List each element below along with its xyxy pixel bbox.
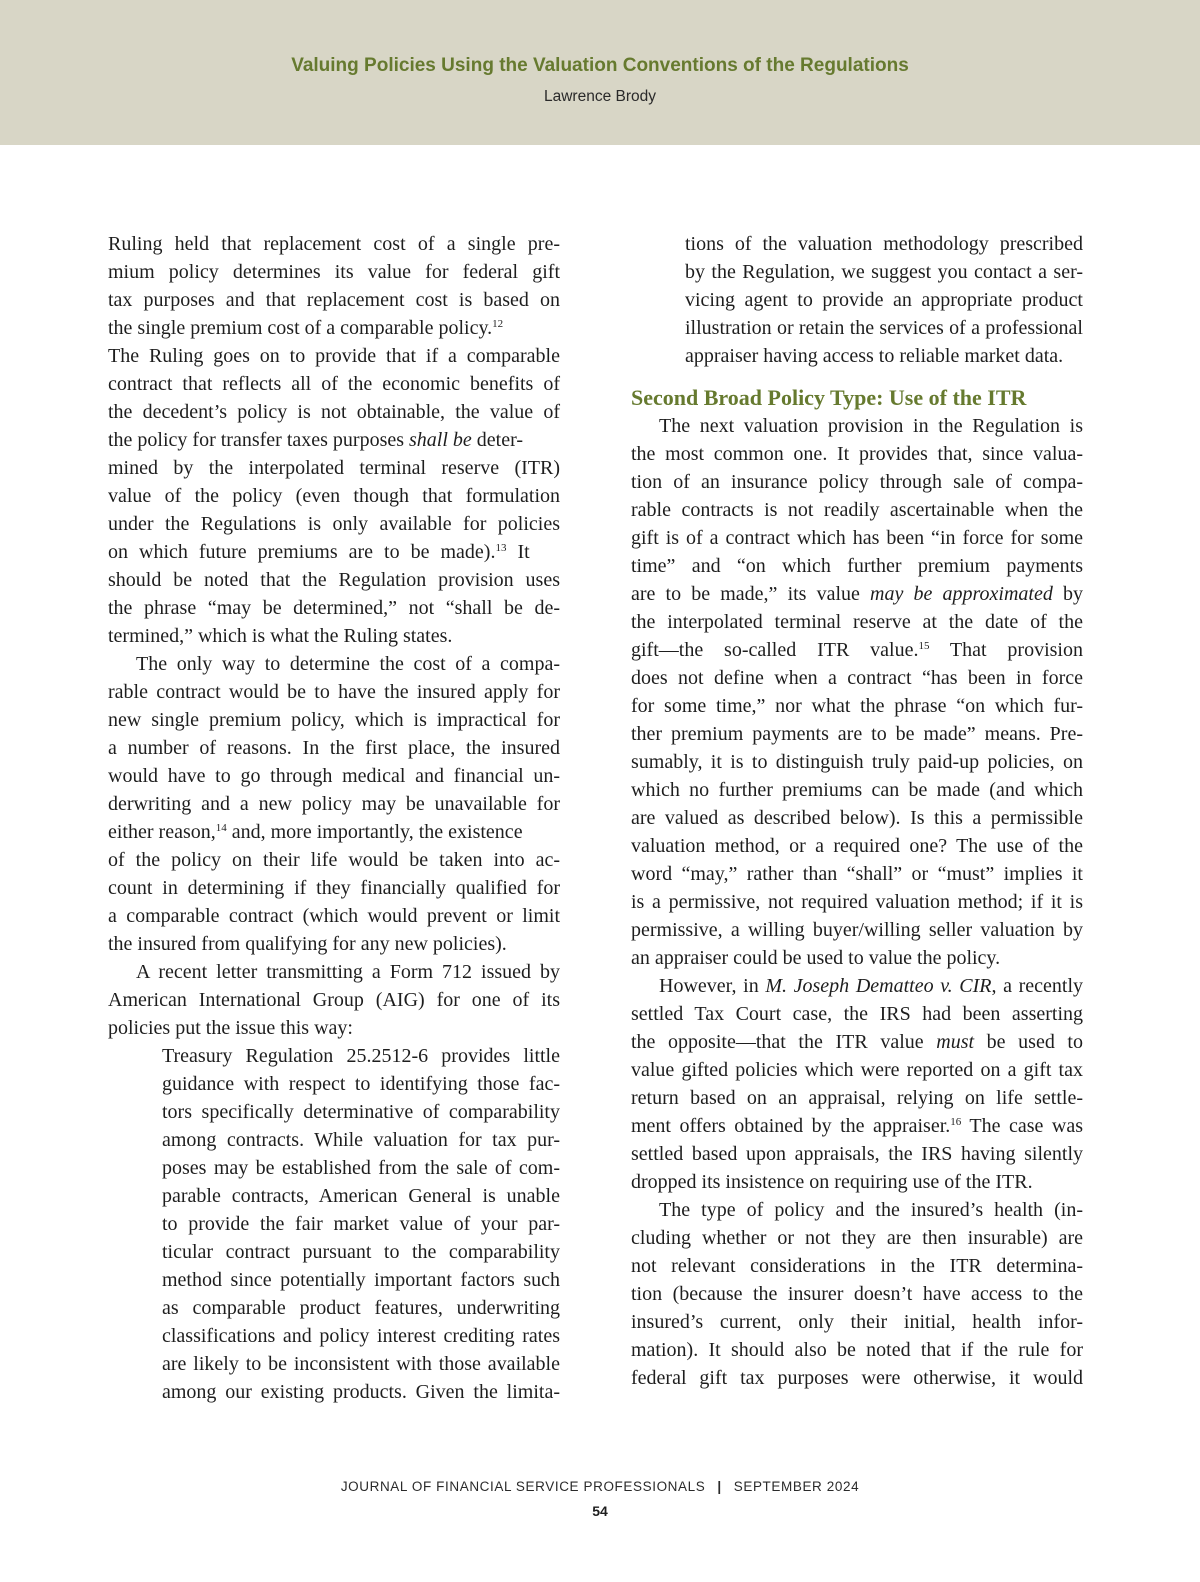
text-line: dropped its insistence on requiring use of the ITR. xyxy=(631,1171,1033,1193)
text-line: the most common one. It provides that, since valua- xyxy=(631,443,1083,465)
left-column xyxy=(108,230,560,1406)
quote-line: among our existing products. Given the limita- xyxy=(162,1381,560,1403)
text-line: are to be made,” its value may be approximated by xyxy=(631,583,1084,605)
text-line: an appraiser could be used to value the policy. xyxy=(631,947,1001,969)
text-line: return based on an appraisal, relying on life settle- xyxy=(631,1087,1083,1109)
text-line: is a permissive, not required valuation method; if it is xyxy=(631,891,1083,913)
text-line: rable contracts is not readily ascertainable when the xyxy=(631,499,1083,521)
text-line: which no further premiums can be made (and which xyxy=(631,779,1083,801)
text-line: contract that reflects all of the economic benefits of xyxy=(108,373,560,395)
text-line: American International Group (AIG) for one of its xyxy=(108,989,560,1011)
text-line: the interpolated terminal reserve at the date of the xyxy=(631,611,1083,633)
text-line: are valued as described below). Is this a permissible xyxy=(631,807,1083,829)
text-line: Ruling held that replacement cost of a single pre- xyxy=(108,233,560,255)
quote-line: as comparable product features, underwriting xyxy=(162,1297,560,1319)
block-quote-continued xyxy=(685,230,1083,370)
text-line: a number of reasons. In the first place, the insured xyxy=(108,737,560,759)
text-line: the insured from qualifying for any new policies). xyxy=(108,933,507,955)
text-line: under the Regulations is only available for policies xyxy=(108,513,560,535)
journal-name: JOURNAL OF FINANCIAL SERVICE PROFESSIONALS xyxy=(340,1479,706,1494)
text-line: a comparable contract (which would prevent or limit xyxy=(108,905,560,927)
text-line: the opposite—that the ITR value must be used to xyxy=(631,1031,1083,1053)
text-line: mation). It should also be noted that if the rule for xyxy=(631,1339,1083,1361)
text-line: permissive, a willing buyer/willing seller valuation by xyxy=(631,919,1083,941)
quote-line: illustration or retain the services of a professional xyxy=(685,317,1083,339)
text-line: rable contract would be to have the insured apply for xyxy=(108,681,560,703)
page-footer xyxy=(0,1479,1200,1494)
quote-line: classifications and policy interest crediting rates xyxy=(162,1325,560,1347)
text-line: should be noted that the Regulation provision uses xyxy=(108,569,560,591)
page-number: 54 xyxy=(592,1503,608,1519)
text-line: The next valuation provision in the Regulation is xyxy=(659,415,1083,437)
text-line: policies put the issue this way: xyxy=(108,1017,353,1039)
text-line: insured’s current, only their initial, health infor- xyxy=(631,1311,1083,1333)
footer-separator: | xyxy=(717,1479,722,1494)
text-line: new single premium policy, which is impractical for xyxy=(108,709,560,731)
footnote-ref-12: 12 xyxy=(492,318,504,330)
quote-line: Treasury Regulation 25.2512-6 provides little xyxy=(162,1045,560,1067)
text-line: for some time,” nor what the phrase “on which fur- xyxy=(631,695,1083,717)
quote-line: to provide the fair market value of your par- xyxy=(162,1213,560,1235)
text-line: count in determining if they financially qualified for xyxy=(108,877,560,899)
text-line: mined by the interpolated terminal reserve (ITR) xyxy=(108,457,560,479)
article-title: Valuing Policies Using the Valuation Conventions of the Regulations xyxy=(291,55,909,76)
text-line: value of the policy (even though that formulation xyxy=(108,485,560,507)
running-header xyxy=(0,0,1200,145)
issue-date: SEPTEMBER 2024 xyxy=(733,1479,860,1494)
text-line: tax purposes and that replacement cost is based on xyxy=(108,289,560,311)
text-line: the policy for transfer taxes purposes shall be deter- xyxy=(108,429,524,451)
text-line: time” and “on which further premium payments xyxy=(631,555,1083,577)
footnote-ref-16: 16 xyxy=(950,1116,962,1128)
footnote-ref-13: 13 xyxy=(495,542,507,554)
quote-line: among contracts. While valuation for tax pur- xyxy=(162,1129,560,1151)
text-line: value gifted policies which were reported on a gift tax xyxy=(631,1059,1083,1081)
text-line: word “may,” rather than “shall” or “must” implies it xyxy=(631,863,1083,885)
text-line: of the policy on their life would be taken into ac- xyxy=(108,849,560,871)
block-quote xyxy=(162,1042,560,1406)
text-line: settled Tax Court case, the IRS had been asserting xyxy=(631,1003,1083,1025)
quote-line: parable contracts, American General is unable xyxy=(162,1185,560,1207)
quote-line: tors specifically determinative of comparability xyxy=(162,1101,560,1123)
quote-line: appraiser having access to reliable market data. xyxy=(685,345,1064,367)
quote-line: poses may be established from the sale of com- xyxy=(162,1157,560,1179)
text-line: ther premium payments are to be made” means. Pre- xyxy=(631,723,1083,745)
text-line: valuation method, or a required one? The use of the xyxy=(631,835,1083,857)
text-line: not relevant considerations in the ITR determina- xyxy=(631,1255,1083,1277)
text-line: tion (because the insurer doesn’t have access to the xyxy=(631,1283,1083,1305)
quote-line: guidance with respect to identifying those fac- xyxy=(162,1073,560,1095)
text-line: mium policy determines its value for federal gift xyxy=(108,261,560,283)
quote-line: ticular contract pursuant to the comparability xyxy=(162,1241,560,1263)
text-line: The only way to determine the cost of a compa- xyxy=(136,653,560,675)
text-line: However, in M. Joseph Dematteo v. CIR, a recently xyxy=(659,975,1084,997)
text-line: the single premium cost of a comparable policy.$^{12}$ xyxy=(108,317,504,339)
text-line: gift is of a contract which has been “in force for some xyxy=(631,527,1083,549)
text-line: the phrase “may be determined,” not “shall be de- xyxy=(108,597,560,619)
text-line: the decedent’s policy is not obtainable, the value of xyxy=(108,401,560,423)
quote-line: tions of the valuation methodology prescribed xyxy=(685,233,1083,255)
text-line: gift—the so-called ITR value.$^{15}$ That provision xyxy=(631,639,1083,661)
right-column xyxy=(631,230,1083,1392)
quote-line: are likely to be inconsistent with those available xyxy=(162,1353,560,1375)
text-line: A recent letter transmitting a Form 712 issued by xyxy=(136,961,560,983)
text-line: cluding whether or not they are then insurable) are xyxy=(631,1227,1083,1249)
quote-line: vicing agent to provide an appropriate product xyxy=(685,289,1083,311)
text-line: derwriting and a new policy may be unavailable for xyxy=(108,793,560,815)
text-line: either reason,$^{14}$ and, more importantly, the existence xyxy=(108,821,523,843)
text-line: The Ruling goes on to provide that if a comparable xyxy=(108,345,560,367)
text-line: sumably, it is to distinguish truly paid-up policies, on xyxy=(631,751,1083,773)
text-line: does not define when a contract “has been in force xyxy=(631,667,1083,689)
footnote-ref-14: 14 xyxy=(215,822,227,834)
quote-line: by the Regulation, we suggest you contact a ser- xyxy=(685,261,1083,283)
text-line: The type of policy and the insured’s health (in- xyxy=(659,1199,1083,1221)
text-line: would have to go through medical and financial un- xyxy=(108,765,560,787)
text-line: tion of an insurance policy through sale of compa- xyxy=(631,471,1083,493)
section-heading: Second Broad Policy Type: Use of the ITR xyxy=(631,385,1027,410)
footnote-ref-15: 15 xyxy=(918,640,930,652)
text-line: federal gift tax purposes were otherwise, it would xyxy=(631,1367,1083,1389)
quote-line: method since potentially important factors such xyxy=(162,1269,560,1291)
article-author: Lawrence Brody xyxy=(543,88,656,105)
text-line: ment offers obtained by the appraiser.$^{16}$ The case was xyxy=(631,1115,1083,1137)
text-line: on which future premiums are to be made).$^{13}$ It xyxy=(108,541,530,563)
text-line: termined,” which is what the Ruling states. xyxy=(108,625,453,647)
text-line: settled based upon appraisals, the IRS having silently xyxy=(631,1143,1083,1165)
